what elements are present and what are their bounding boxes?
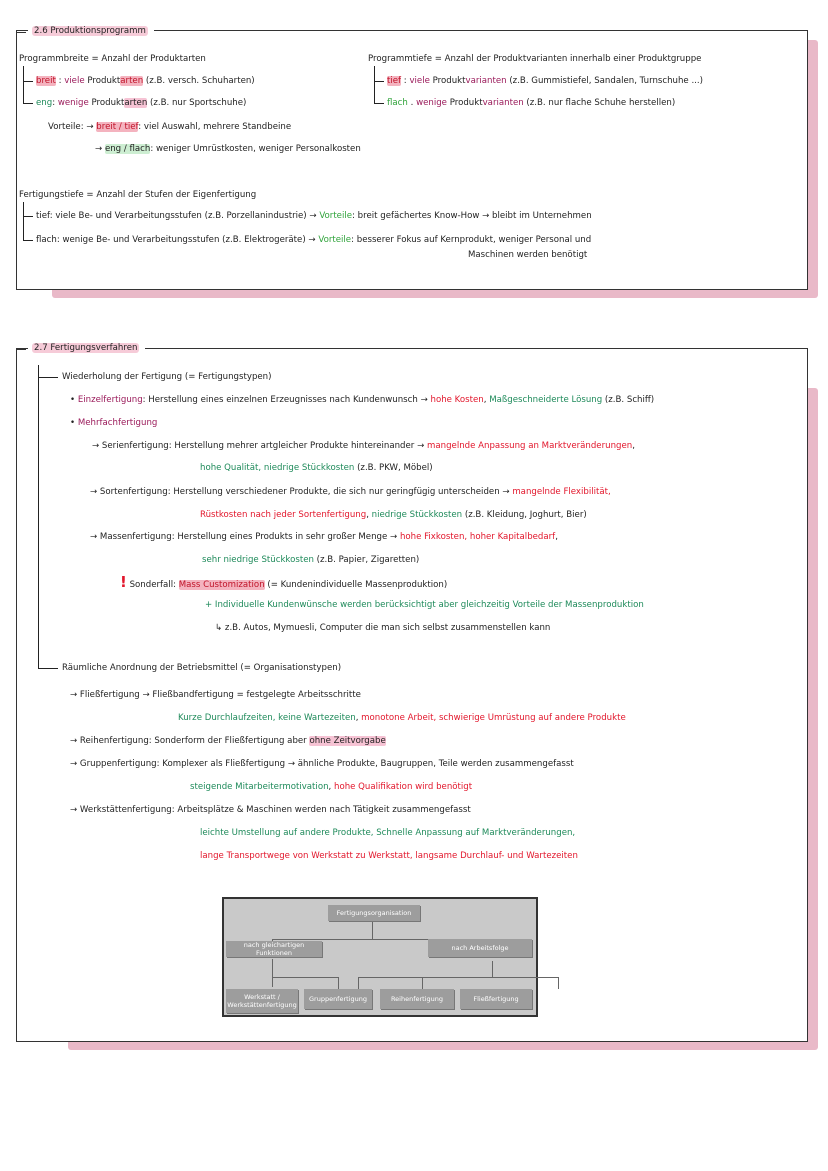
tree-branch [374, 81, 384, 82]
note-text: : [401, 76, 410, 86]
note-text: (z.B. Gummistiefel, Sandalen, Turnschuhe ...) [506, 76, 704, 86]
note-text: Sonderfall: [126, 580, 179, 590]
section1-box [16, 30, 808, 290]
note-text: tief: viele Be- und Verarbeitungsstufen (z.B. Porzellanindustrie) → [36, 211, 320, 221]
tree-branch [23, 216, 33, 217]
note-text: Produkt [446, 98, 483, 108]
note-text: Räumliche Anordnung der Betriebsmittel (= Organisationstypen) [62, 663, 342, 673]
note-text: flach [387, 98, 408, 108]
note-text: + Individuelle Kundenwünsche werden berücksichtigt aber gleichzeitig Vorteile der Massenproduktion [205, 600, 644, 610]
note-text: eng / flach [104, 144, 151, 154]
note-text: eng [36, 98, 53, 108]
note-text: Mehrfachfertigung [77, 418, 158, 428]
note-line [468, 249, 587, 261]
note-text: , [555, 532, 558, 542]
note-line [62, 662, 341, 674]
note-text: Maschinen werden benötigt [468, 250, 588, 260]
note-text: mangelnde Flexibilität, [512, 487, 611, 497]
note-text: Rüstkosten nach jeder Sortenfertigung [200, 510, 367, 520]
diagram-leaf: Werkstatt / Werkstättenfertigung [226, 989, 298, 1013]
section1-title: 2.6 Produktionsprogramm [28, 26, 154, 36]
note-text: Produkt [84, 76, 121, 86]
diagram-root: Fertigungsorganisation [328, 905, 420, 921]
note-text: sehr niedrige Stückkosten [202, 555, 314, 565]
note-text: ↳ z.B. Autos, Mymuesli, Computer die man sich selbst zusammenstellen kann [215, 623, 551, 633]
note-line [36, 210, 592, 222]
note-line [70, 804, 471, 816]
note-text: (z.B. Kleidung, Joghurt, Bier) [462, 510, 587, 520]
note-text: breit / tief [96, 122, 139, 132]
note-text: Fertigungstiefe = Anzahl der Stufen der Eigenfertigung [19, 190, 257, 200]
note-text: hohe Qualifikation wird benötigt [334, 782, 473, 792]
tree-line [23, 66, 24, 104]
diagram-right: nach Arbeitsfolge [428, 939, 532, 957]
note-line [200, 462, 433, 474]
note-text: → Fließfertigung → Fließbandfertigung = festgelegte Arbeitsschritte [70, 690, 361, 700]
diagram-leaf: Fließfertigung [460, 989, 532, 1009]
note-line [19, 53, 206, 65]
note-line [215, 622, 550, 634]
note-line [36, 75, 255, 87]
note-line [202, 554, 419, 566]
note-line [36, 97, 246, 109]
diagram-left: nach gleichartigen Funktionen [226, 941, 322, 957]
note-text: → Werkstättenfertigung: Arbeitsplätze & Maschinen werden nach Tätigkeit zusammengefasst [70, 805, 471, 815]
tree-line [23, 202, 24, 240]
note-text: wenige [57, 98, 89, 108]
note-line [62, 371, 271, 383]
note-line [95, 143, 361, 155]
note-line [200, 850, 578, 862]
note-line [70, 758, 574, 770]
note-text: : viel Auswahl, mehrere Standbeine [138, 122, 292, 132]
note-text: • [70, 418, 78, 428]
note-line [387, 97, 675, 109]
note-line [90, 531, 558, 543]
note-text: (z.B. Papier, Zigaretten) [313, 555, 420, 565]
note-text: Kurze Durchlaufzeiten, keine Wartezeiten [178, 713, 356, 723]
note-text: varianten [482, 98, 524, 108]
note-line [368, 53, 701, 65]
note-text: → Gruppenfertigung: Komplexer als Fließfertigung → ähnliche Produkte, Baugruppen, Teile werden zusammengefasst [70, 759, 574, 769]
note-line [36, 234, 591, 246]
note-line [70, 417, 157, 429]
tree-branch [374, 103, 384, 104]
note-text: (z.B. versch. Schuharten) [143, 76, 255, 86]
note-line [178, 712, 626, 724]
note-text: → Massenfertigung: Herstellung eines Produkts in sehr großer Menge → [90, 532, 400, 542]
note-line [387, 75, 703, 87]
note-line [19, 189, 256, 201]
note-line [200, 509, 587, 521]
note-text: tief [387, 76, 402, 86]
note-text: breit [36, 76, 56, 86]
tree-branch [23, 81, 33, 82]
note-text: Programmbreite = Anzahl der Produktarten [19, 54, 206, 64]
note-text: viele [409, 76, 430, 86]
note-text: Produkt [429, 76, 466, 86]
note-text: niedrige Stückkosten [371, 510, 463, 520]
note-line [200, 827, 575, 839]
note-text: Maßgeschneiderte Lösung [489, 395, 603, 405]
tree-line [38, 365, 39, 669]
note-text: : [52, 98, 58, 108]
note-text: , [632, 441, 635, 451]
note-text: : [55, 76, 65, 86]
note-line [90, 486, 611, 498]
note-text: • [70, 395, 78, 405]
tree-branch [38, 668, 58, 669]
note-text: Produkt [88, 98, 125, 108]
diagram-leaf: Reihenfertigung [380, 989, 454, 1009]
note-text: (z.B. Schiff) [602, 395, 655, 405]
note-text: lange Transportwege von Werkstatt zu Werkstatt, langsame Durchlauf- und Wartezeiten [200, 851, 578, 861]
note-text: , [328, 782, 334, 792]
note-text: , [366, 510, 372, 520]
note-text: ohne Zeitvorgabe [309, 736, 386, 746]
tree-branch [38, 377, 58, 378]
note-text: → Sortenfertigung: Herstellung verschiedener Produkte, die sich nur geringfügig unterscheiden → [90, 487, 513, 497]
note-text: viele [64, 76, 85, 86]
note-text: arten [120, 76, 144, 86]
note-text: (z.B. nur Sportschuhe) [147, 98, 247, 108]
note-text: (z.B. PKW, Möbel) [354, 463, 433, 473]
note-text: : weniger Umrüstkosten, weniger Personalkosten [150, 144, 361, 154]
note-text: : besserer Fokus auf Kernprodukt, weniger Personal und [351, 235, 592, 245]
note-text: mangelnde Anpassung an Marktveränderungen [427, 441, 633, 451]
note-line [92, 440, 635, 452]
note-text: hohe Fixkosten, hoher Kapitalbedarf [399, 532, 556, 542]
note-text: (z.B. nur flache Schuhe herstellen) [523, 98, 676, 108]
note-line [48, 121, 291, 133]
note-line [190, 781, 472, 793]
exclamation-icon: ! [120, 573, 127, 591]
note-text: : breit gefächertes Know-How → bleibt im Unternehmen [352, 211, 592, 221]
note-text: → Serienfertigung: Herstellung mehrer artgleicher Produkte hintereinander → [92, 441, 428, 451]
note-text: . [407, 98, 417, 108]
note-text: hohe Kosten [430, 395, 484, 405]
note-text: Vorteile: → [48, 122, 97, 132]
note-text: , [483, 395, 490, 405]
note-text: hohe Qualität, niedrige Stückkosten [200, 463, 355, 473]
diagram-leaf: Gruppenfertigung [304, 989, 372, 1009]
note-text: Programmtiefe = Anzahl der Produktvarianten innerhalb einer Produktgruppe [368, 54, 702, 64]
note-line [205, 599, 644, 611]
note-text: wenige [416, 98, 447, 108]
note-text: steigende Mitarbeitermotivation [190, 782, 329, 792]
note-text: leichte Umstellung auf andere Produkte, Schnelle Anpassung auf Marktveränderungen, [200, 828, 576, 838]
note-text: Vorteile [319, 211, 353, 221]
note-text: : Herstellung eines einzelnen Erzeugnisses nach Kundenwunsch → [142, 395, 431, 405]
title-tick [16, 349, 26, 350]
note-text: varianten [465, 76, 507, 86]
note-text: arten [124, 98, 148, 108]
note-text: Mass Customization [178, 580, 265, 590]
note-line [70, 689, 361, 701]
section2-title: 2.7 Fertigungsverfahren [28, 343, 145, 353]
tree-branch [23, 240, 33, 241]
note-text: (= Kundenindividuelle Massenproduktion) [264, 580, 448, 590]
note-text: flach: wenige Be- und Verarbeitungsstufen (z.B. Elektrogeräte) → [36, 235, 319, 245]
note-text: → [95, 144, 105, 154]
note-text: → Reihenfertigung: Sonderform der Fließfertigung aber [70, 736, 310, 746]
org-diagram-photo [222, 897, 538, 1017]
tree-line [374, 66, 375, 104]
note-line [70, 394, 654, 406]
note-text: , [355, 713, 362, 723]
note-text: Vorteile [318, 235, 352, 245]
note-text: monotone Arbeit, schwierige Umrüstung auf andere Produkte [361, 713, 626, 723]
note-text: Wiederholung der Fertigung (= Fertigungstypen) [62, 372, 272, 382]
note-text: Einzelfertigung [77, 395, 143, 405]
title-tick [16, 32, 26, 33]
tree-branch [23, 103, 33, 104]
note-line [70, 735, 386, 747]
note-line [120, 573, 448, 591]
